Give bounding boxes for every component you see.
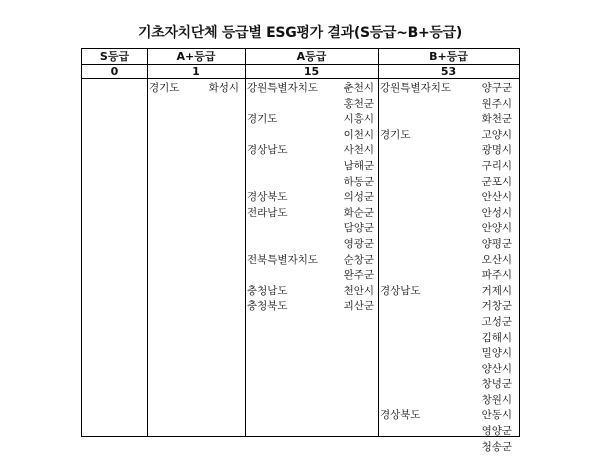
city-label: 안양시 [481, 222, 512, 235]
city-label: 화성시 [208, 82, 239, 94]
list-item [380, 127, 512, 143]
list-item [380, 330, 512, 346]
city-label: 춘천시 [343, 82, 374, 94]
list-item [380, 376, 512, 392]
province-label: 충청북도 [247, 300, 288, 313]
count-s-grade: 0 [110, 65, 119, 78]
city-label: 사천시 [343, 144, 374, 157]
city-label: 순창군 [343, 253, 374, 266]
city-label: 화순군 [343, 206, 374, 219]
column-divider [378, 49, 379, 436]
list-item [380, 205, 512, 221]
list-item [380, 142, 512, 158]
list-item [380, 298, 512, 314]
province-label: 전북특별자치도 [247, 253, 319, 266]
city-label: 시흥시 [343, 113, 374, 126]
list-item [380, 220, 512, 236]
list-item [380, 439, 512, 455]
province-label: 경상북도 [380, 409, 421, 422]
province-label: 충청남도 [247, 284, 288, 297]
list-item [247, 96, 374, 112]
list-item [380, 314, 512, 330]
list-item [380, 189, 512, 205]
city-label: 담양군 [343, 222, 374, 235]
list-item [247, 236, 374, 252]
list-item [380, 392, 512, 408]
a-list [247, 80, 374, 314]
list-item [380, 158, 512, 174]
list-item [247, 205, 374, 221]
list-item [380, 345, 512, 361]
city-label: 하동군 [343, 175, 374, 188]
bplus-list [380, 80, 512, 454]
city-label: 화천군 [481, 113, 512, 126]
list-item [247, 80, 374, 96]
list-item [380, 111, 512, 127]
province-label: 경상남도 [380, 284, 421, 297]
city-label: 영광군 [343, 237, 374, 250]
city-label: 구리시 [481, 159, 512, 172]
province-label: 경상북도 [247, 191, 288, 204]
city-label: 천안시 [343, 284, 374, 297]
city-label: 완주군 [343, 269, 374, 282]
province-label: 경기도 [247, 113, 278, 126]
list-item [247, 267, 374, 283]
list-item [380, 407, 512, 423]
city-label: 안동시 [481, 409, 512, 422]
province-label: 경상남도 [247, 144, 288, 157]
city-label: 창녕군 [481, 378, 512, 391]
city-label: 김해시 [481, 331, 512, 344]
list-item [149, 80, 239, 96]
list-item [380, 174, 512, 190]
list-item [380, 423, 512, 439]
city-label: 거창군 [481, 300, 512, 313]
province-label: 전라남도 [247, 206, 288, 219]
list-item [380, 267, 512, 283]
list-item [247, 252, 374, 268]
list-item [247, 158, 374, 174]
header-a-grade: A등급 [296, 50, 327, 63]
city-label: 안산시 [481, 191, 512, 204]
city-label: 이천시 [343, 128, 374, 141]
city-label: 괴산군 [343, 300, 374, 313]
header-aplus-grade: A+등급 [176, 50, 216, 63]
city-label: 거제시 [481, 284, 512, 297]
list-item [380, 80, 512, 96]
list-item [247, 220, 374, 236]
city-label: 창원시 [481, 393, 512, 406]
city-label: 광명시 [481, 144, 512, 157]
city-label: 밀양시 [481, 347, 512, 360]
city-label: 오산시 [481, 253, 512, 266]
document-title: 기초자치단체 등급별 ESG평가 결과(S등급~B+등급) [138, 25, 462, 41]
city-label: 양산시 [481, 362, 512, 375]
province-label: 강원특별자치도 [247, 82, 319, 94]
province-label: 경기도 [149, 82, 180, 94]
city-label: 홍천군 [343, 97, 374, 110]
city-label: 파주시 [481, 269, 512, 282]
count-aplus-grade: 1 [192, 65, 200, 78]
column-divider [147, 49, 148, 436]
city-label: 양평군 [481, 237, 512, 250]
city-label: 원주시 [481, 97, 512, 110]
aplus-list [149, 80, 239, 96]
city-label: 고성군 [481, 315, 512, 328]
city-label: 청송군 [481, 440, 512, 453]
header-bplus-grade: B+등급 [429, 50, 468, 63]
city-label: 양구군 [481, 82, 512, 94]
list-item [247, 283, 374, 299]
list-item [247, 174, 374, 190]
province-label: 경기도 [380, 128, 411, 141]
list-item [380, 283, 512, 299]
list-item [247, 111, 374, 127]
esg-grade-table [81, 48, 520, 453]
city-label: 고양시 [481, 128, 512, 141]
list-item [247, 298, 374, 314]
city-label: 의성군 [343, 191, 374, 204]
list-item [380, 361, 512, 377]
city-label: 군포시 [481, 175, 512, 188]
city-label: 영양군 [481, 425, 512, 438]
list-item [380, 252, 512, 268]
city-label: 남해군 [343, 159, 374, 172]
header-s-grade: S등급 [99, 50, 130, 63]
province-label: 강원특별자치도 [380, 82, 452, 94]
count-divider [82, 78, 519, 79]
list-item [247, 189, 374, 205]
column-divider [245, 49, 246, 436]
count-bplus-grade: 53 [440, 65, 457, 78]
count-a-grade: 15 [303, 65, 320, 78]
list-item [247, 142, 374, 158]
list-item [380, 96, 512, 112]
city-label: 안성시 [481, 206, 512, 219]
list-item [380, 236, 512, 252]
list-item [247, 127, 374, 143]
